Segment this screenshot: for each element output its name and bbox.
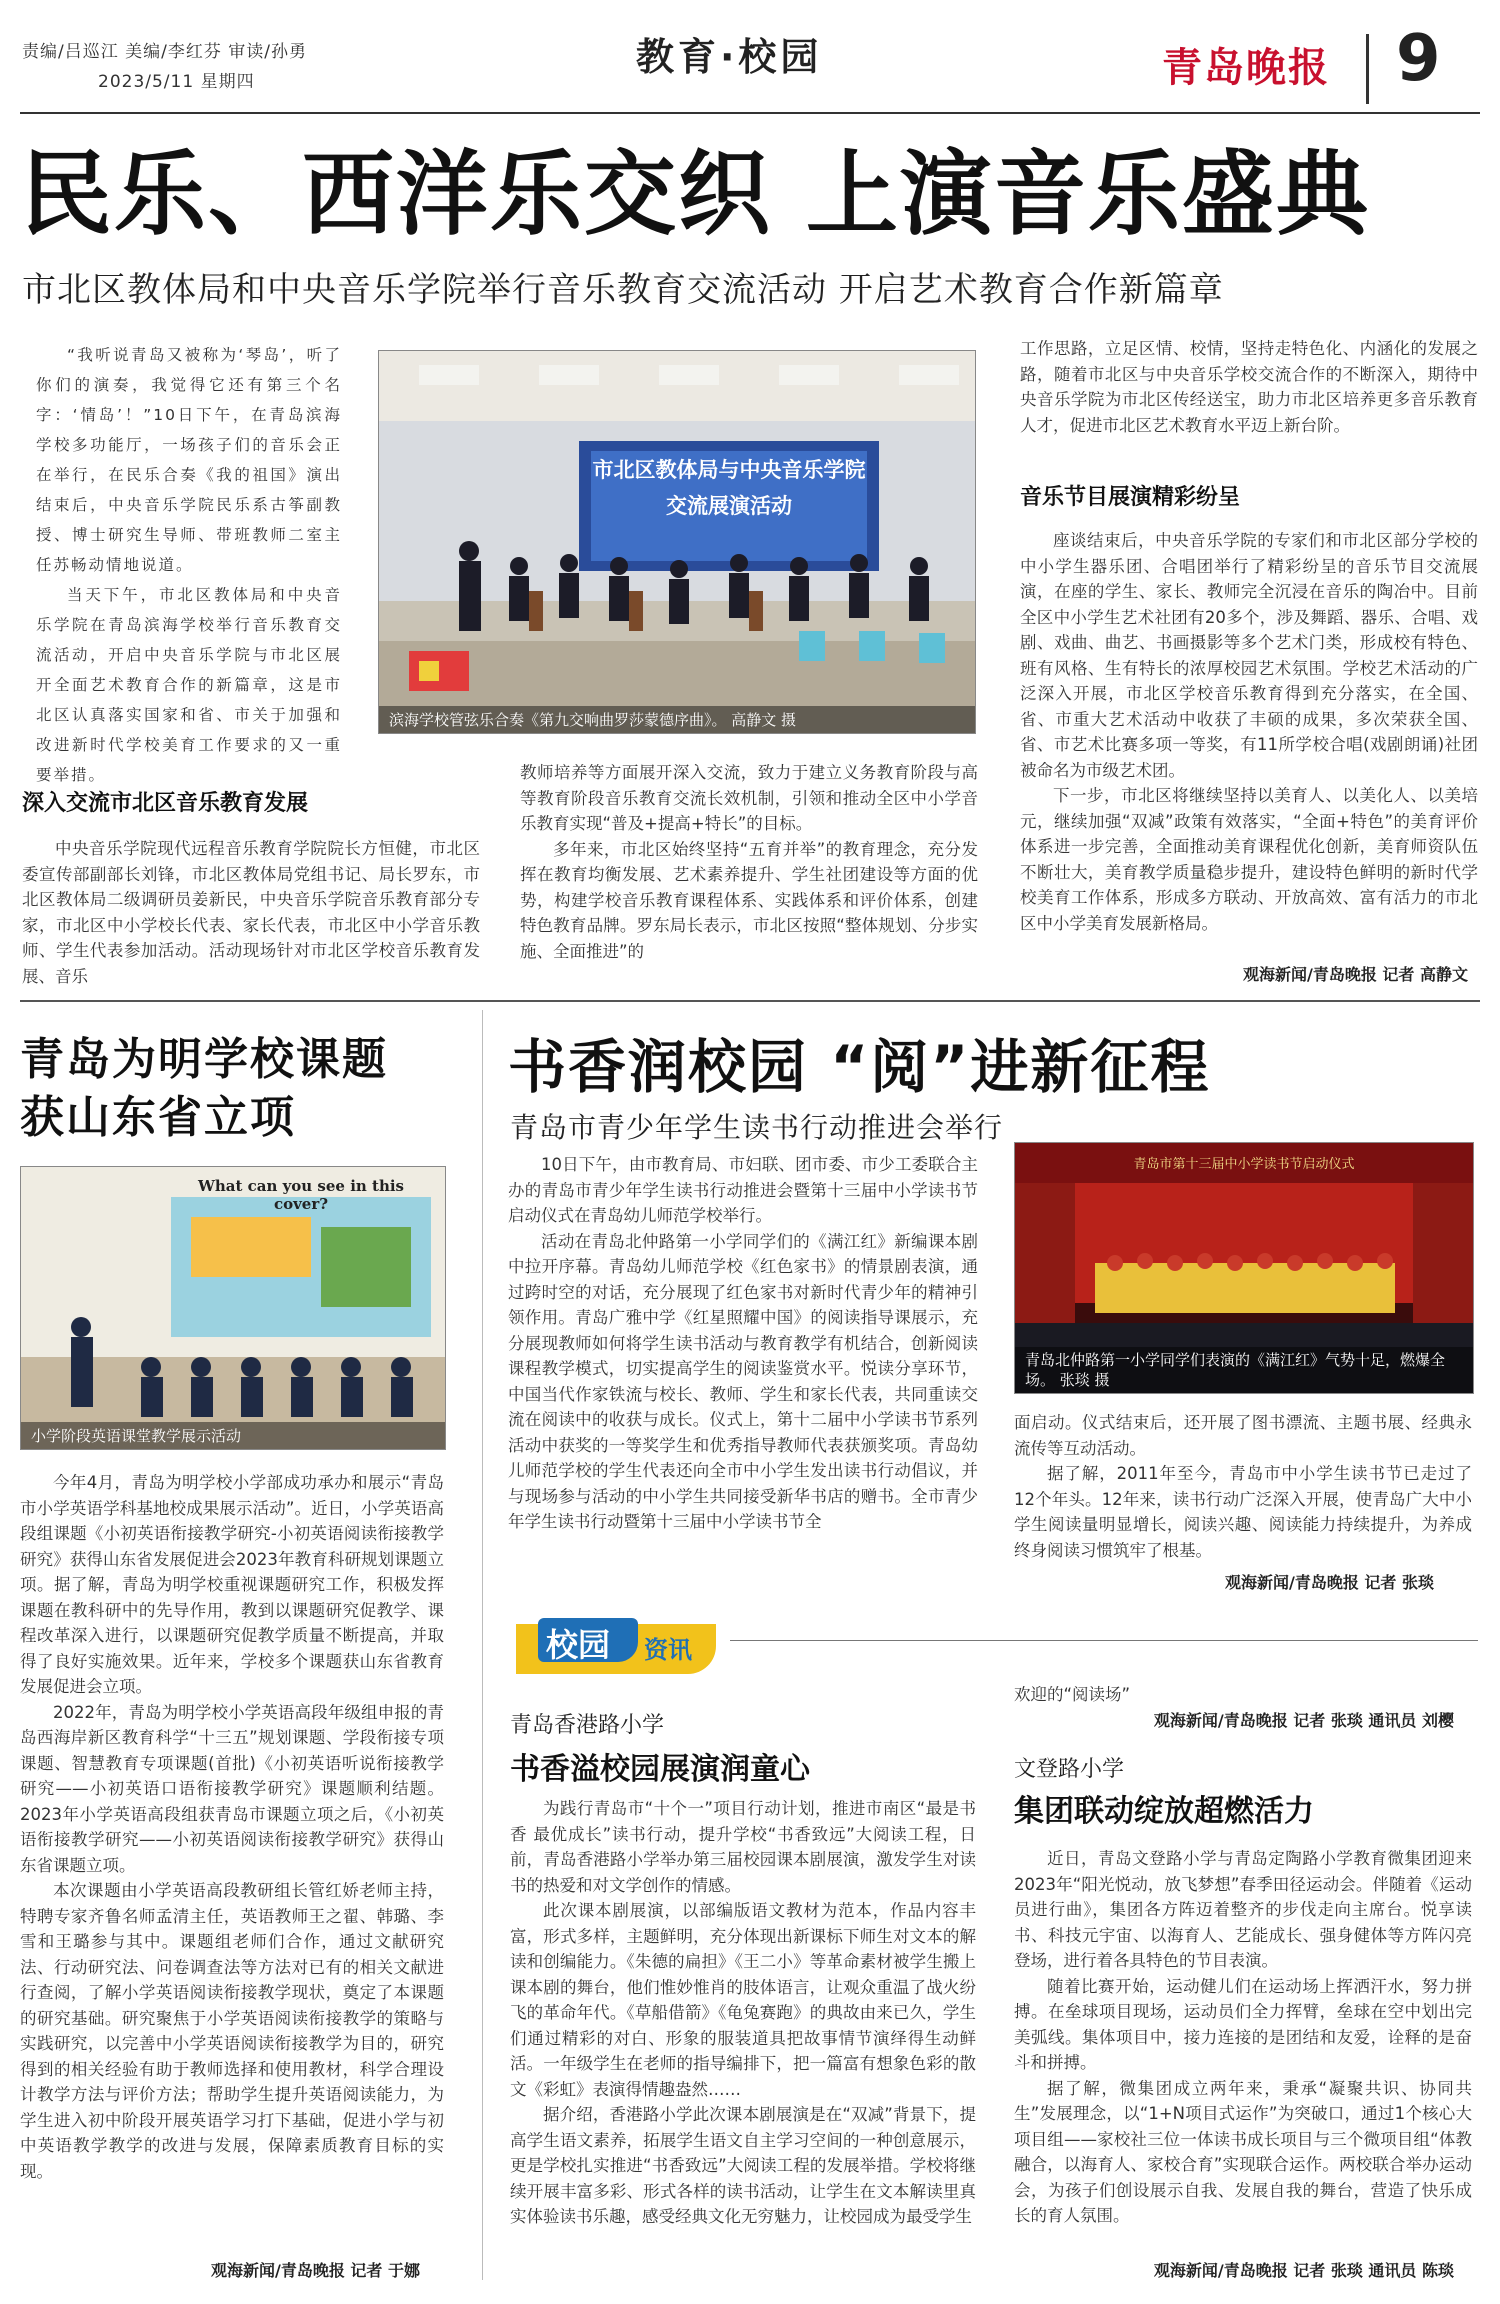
column-divider <box>482 1010 483 2280</box>
campus-rule <box>730 1640 1478 1641</box>
news2-body-p3: 据了解，微集团成立两年来，秉承“凝聚共识、协同共生”发展理念，以“1+N项目式运作”为突破口，通过1个核心大项目组——家校社三位一体读书成长项目与三个微项目组“体教融合，以海育人、家校合育”实现联合运作。两校联合举办运动会，为孩子们创设展示自我、发展自我的舞台，营造了快乐成长的育人氛围。 <box>1014 2078 1472 2225</box>
intro-paragraph-2: 当天下午，市北区教体局和中央音乐学院在青岛滨海学校举行音乐教育交流活动，开启中央音乐学院与市北区展开全面艺术教育合作的新篇章，这是市北区认真落实国家和省、市关于加强和改进新时代学校美育工作要求的又一重要举措。 <box>36 586 342 784</box>
news1-body-p1: 为践行青岛市“十个一”项目行动计划，推进市南区“最是书香 最优成长”读书行动，提升学校“书香致远”大阅读工程，日前，青岛香港路小学举办第三届校园课本剧展演，激发学生对读书的热爱和对文学创作的情感。 <box>510 1799 976 1895</box>
photo-banner-line2: 交流展演活动 <box>666 494 792 518</box>
news1-credit: 观海新闻/青岛晚报 记者 张琰 通讯员 刘樱 <box>1153 1711 1454 1730</box>
classroom-photo <box>20 1166 446 1450</box>
news2-title: 集团联动绽放超燃活力 <box>1014 1794 1314 1829</box>
section-title: 教育·校园 <box>636 35 823 79</box>
stage-photo-banner: 青岛市第十三届中小学读书节启动仪式 <box>1133 1157 1355 1172</box>
page-number: 9 <box>1396 22 1441 96</box>
main-col3-text-2: 下一步，市北区将继续坚持以美育人、以美化人、以美培元，继续加强“双减”政策有效落实，“全面+特色”的美育评价体系进一步完善，全面推动美育课程优化创新，美育师资队伍不断壮大，美育教学质量稳步提升，建设特色鲜明的新时代学校美育工作体系，形成多方联动、开放高效、富有活力的市北区中小学美育发展新格局。 <box>1020 786 1478 933</box>
main-col2 <box>520 760 978 988</box>
stage-photo-caption: 青岛北仲路第一小学同学们表演的《满江红》气势十足，燃爆全场。 张琰 摄 <box>1015 1347 1473 1393</box>
main-col1-text: 中央音乐学院现代远程音乐教育学院院长方恒健，市北区委宣传部副部长刘锋，市北区教体局党组书记、局长罗东，市北区教体局二级调研员姜新民，中央音乐学院音乐教育部分专家，市北区中小学校长代表、家长代表，市北区中小学音乐教师、学生代表参加活动。活动现场针对市北区学校音乐教育发展、音乐 <box>22 839 480 986</box>
reading-body-p2: 活动在青岛北仲路第一小学同学们的《满江红》新编课本剧中拉开序幕。青岛幼儿师范学校《红色家书》的情景剧表演，通过跨时空的对话，充分展现了红色家书对新时代青少年的精神引领作用。青岛广雅中学《红星照耀中国》的阅读指导课展示，充分展现教师如何将学生读书活动与教育教学有机结合，创新阅读课程教学模式，切实提高学生的阅读鉴赏水平。悦读分享环节，中国当代作家铁流与校长、教师、学生和家长代表，共同重读交流在阅读中的收获与成长。仪式上，第十二届中小学读书节系列活动中获奖的一等奖学生和优秀指导教师代表获颁奖项。青岛幼儿师范学校的学生代表还向全市中小学生发出读书行动倡议，并与现场参与活动的中小学生共同接受新华书店的赠书。全市青少年学生读书行动暨第十三届中小学读书节全 <box>508 1231 978 1531</box>
section-divider <box>20 1000 1480 1002</box>
left-credit: 观海新闻/青岛晚报 记者 于娜 <box>211 2261 420 2280</box>
main-subheadline: 市北区教体局和中央音乐学院举行音乐教育交流活动 开启艺术教育合作新篇章 <box>22 270 1224 310</box>
issue-date: 2023/5/11 星期四 <box>98 72 255 92</box>
intro-paragraph-1: “我听说青岛又被称为‘琴岛’，听了你们的演奏，我觉得它还有第三个名字：‘情岛’！”10日下午，在青岛滨海学校多功能厅，一场孩子们的音乐会正在举行，在民乐合奏《我的祖国》演出结束后，中央音乐学院民乐系古筝副教授、博士研究生导师、带班教师二室主任苏畅动情地说道。 <box>36 346 342 574</box>
main-col3-text: 座谈结束后，中央音乐学院的专家们和市北区部分学校的中小学生器乐团、合唱团举行了精彩纷呈的音乐节目交流展演，在座的学生、家长、教师完全沉浸在音乐的陶冶中。目前全区中小学生艺术社团有20多个，涉及舞蹈、器乐、合唱、戏剧、戏曲、曲艺、书画摄影等多个艺术门类，形成校有特色、班有风格、生有特长的浓厚校园艺术氛围。学校艺术活动的广泛深入开展，市北区学校音乐教育得到充分落实，在全国、省、市重大艺术活动中收获了丰硕的成果，多次荣获全国、省、市艺术比赛多项一等奖，有11所学校合唱(戏剧朗诵)社团被命名为市级艺术团。 <box>1020 531 1478 780</box>
stage-photo <box>1014 1142 1474 1394</box>
classroom-photo-slide-text: What can you see in this cover? <box>197 1177 404 1213</box>
left-headline-line2: 获山东省立项 <box>20 1092 296 1143</box>
news2-body-p2: 随着比赛开始，运动健儿们在运动场上挥洒汗水，努力拼搏。在垒球项目现场，运动员们全力挥臂，垒球在空中划出完美弧线。集体项目中，接力连接的是团结和友爱，诠释的是奋斗和拼搏。 <box>1014 1976 1472 2072</box>
subhead-performance: 音乐节目展演精彩纷呈 <box>1020 485 1241 510</box>
main-col3-top <box>1020 336 1478 456</box>
orchestra-photo <box>378 350 976 734</box>
news2-credit: 观海新闻/青岛晚报 记者 张琰 通讯员 陈琰 <box>1153 2261 1454 2280</box>
orchestra-photo-caption: 滨海学校管弦乐合奏《第九交响曲罗莎蒙德序曲》。 高静文 摄 <box>379 706 975 733</box>
reading-body-p4: 据了解，2011年至今，青岛市中小学生读书节已走过了12个年头。12年来，读书行动广泛深入开展，使青岛广大中小学生阅读量明显增长，阅读兴趣、阅读能力持续提升，为养成终身阅读习惯筑牢了根基。 <box>1014 1464 1472 1560</box>
newspaper-logo: 青岛晚报 <box>1162 44 1330 91</box>
main-col2-text: 教师培养等方面展开深入交流，致力于建立义务教育阶段与高等教育阶段音乐教育交流长效机制，引领和推动全区中小学音乐教育实现“普及+提高+特长”的目标。 <box>520 763 978 833</box>
main-credit: 观海新闻/青岛晚报 记者 高静文 <box>1243 965 1468 984</box>
news2-body-p1: 近日，青岛文登路小学与青岛定陶路小学教育微集团迎来2023年“阳光悦动，放飞梦想”春季田径运动会。伴随着《运动员进行曲》，集团各方阵迈着整齐的步伐走向主席台。悦享读书、科技元宇宙、以海育人、艺能成长、强身健体等方阵闪亮登场，进行着各具特色的节目表演。 <box>1014 1849 1472 1970</box>
photo-banner-line1: 市北区教体局与中央音乐学院 <box>592 458 866 482</box>
news1-title: 书香溢校园展演润童心 <box>510 1752 810 1787</box>
orchestra-photo-illustration <box>379 351 975 733</box>
campus-badge-sublabel: 资讯 <box>644 1636 692 1664</box>
news1-body-continued: 欢迎的“阅读场” <box>1014 1685 1131 1704</box>
header-divider <box>1366 34 1369 104</box>
editor-credits: 责编/吕巡江 美编/李红芬 审读/孙勇 <box>22 42 307 62</box>
news2-body <box>1014 1846 1472 2250</box>
main-intro <box>36 340 342 784</box>
reading-body-p1: 10日下午，由市教育局、市妇联、团市委、市少工委联合主办的青岛市青少年学生读书行动推进会暨第十三届中小学读书节启动仪式在青岛幼儿师范学校举行。 <box>508 1155 978 1225</box>
campus-badge-label: 校园 <box>546 1626 611 1664</box>
left-headline-line1: 青岛为明学校课题 <box>20 1034 388 1085</box>
news1-body-p3: 据介绍，香港路小学此次课本剧展演是在“双减”背景下，提高学生语文素养，拓展学生语文自主学习空间的一种创意展示，更是学校扎实推进“书香致远”大阅读工程的发展举措。学校将继续开展丰富多彩、形式各样的读书活动，让学生在文本解读里真实体验读书乐趣，感受经典文化无穷魅力，让校园成为最受学生 <box>510 2105 976 2226</box>
left-body-p3: 本次课题由小学英语高段教研组长管红娇老师主持，特聘专家齐鲁名师孟清主任，英语教师王之翟、韩璐、李雪和王璐参与其中。课题组老师们合作，通过文献研究法、行动研究法、问卷调查法等方法对已有的相关文献进行查阅，了解小学英语阅读衔接教学现状，奠定了本课题的研究基础。研究聚焦于小学英语阅读衔接教学的策略与实践研究，以完善中小学英语阅读衔接教学为目的，研究得到的相关经验有助于教师选择和使用教材，科学合理设计教学方法与评价方法；帮助学生提升英语阅读能力，为学生进入初中阶段开展英语学习打下基础，促进小学与初中英语教学教学的改进与发展，保障素质教育目标的实现。 <box>20 1881 444 2181</box>
left-body-p2: 2022年，青岛为明学校小学英语高段年级组申报的青岛西海岸新区教育科学“十三五”规划课题、学段衔接专项课题、智慧教育专项课题(首批)《小初英语听说衔接教学研究——小初英语口语衔接教学研究》课题顺利结题。2023年小学英语高段组获青岛市课题立项之后，《小初英语衔接教学研究——小初英语阅读衔接教学研究》获得山东省课题立项。 <box>20 1702 444 1875</box>
main-col3-top-text: 工作思路，立足区情、校情，坚持走特色化、内涵化的发展之路，随着市北区与中央音乐学校交流合作的不断深入，期待中央音乐学院为市北区传经送宝，助力市北区培养更多音乐教育人才，促进市北区艺术教育水平迈上新台阶。 <box>1020 339 1478 435</box>
news2-school: 文登路小学 <box>1014 1757 1125 1782</box>
reading-credit: 观海新闻/青岛晚报 记者 张琰 <box>1225 1573 1434 1592</box>
classroom-photo-caption: 小学阶段英语课堂教学展示活动 <box>21 1422 445 1449</box>
news1-body-p2: 此次课本剧展演，以部编版语文教材为范本，作品内容丰富，形式多样，主题鲜明，充分体现出新课标下师生对文本的解读和创编能力。《朱德的扁担》《王二小》等革命素材被学生搬上课本剧的舞台，他们惟妙惟肖的肢体语言，让观众重温了战火纷飞的革命年代。《草船借箭》《龟兔赛跑》的典故由来已久，学生们通过精彩的对白、形象的服装道具把故事情节演绎得生动鲜活。一年级学生在老师的指导编排下，把一篇富有想象色彩的散文《彩虹》表演得情趣盎然…… <box>510 1901 976 2099</box>
header-rule <box>20 112 1480 114</box>
reading-body-p3: 面启动。仪式结束后，还开展了图书漂流、主题书展、经典永流传等互动活动。 <box>1014 1413 1472 1458</box>
news1-school: 青岛香港路小学 <box>510 1713 665 1738</box>
campus-news-badge <box>516 1618 726 1678</box>
main-col1 <box>22 836 480 988</box>
main-col3 <box>1020 528 1478 960</box>
reading-col2 <box>1014 1410 1472 1564</box>
reading-col1 <box>508 1152 978 1588</box>
reading-headline: 书香润校园 “阅”进新征程 <box>508 1033 1211 1101</box>
main-col2-text-2: 多年来，市北区始终坚持“五育并举”的教育理念，充分发挥在教育均衡发展、艺术素养提升、学生社团建设等方面的优势，构建学校音乐教育课程体系、实践体系和评价体系，创建特色教育品牌。罗东局长表示，市北区按照“整体规划、分步实施、全面推进”的 <box>520 839 978 961</box>
left-body-p1: 今年4月，青岛为明学校小学部成功承办和展示“青岛市小学英语学科基地校成果展示活动”。近日，小学英语高段组课题《小初英语衔接教学研究-小初英语阅读衔接教学研究》获得山东省发展促进会2023年教育科研规划课题立项。据了解，青岛为明学校重视课题研究工作，积极发挥课题在教科研中的先导作用，教到以课题研究促教学、课程改革深入进行，以课题研究促教学质量不断提高，并取得了良好实施效果。近年来，学校多个课题获山东省教育发展促进会立项。 <box>20 1473 444 1696</box>
subhead-exchange: 深入交流市北区音乐教育发展 <box>22 791 309 816</box>
reading-subheadline: 青岛市青少年学生读书行动推进会举行 <box>510 1111 1004 1144</box>
left-article-body <box>20 1470 444 2256</box>
news1-body <box>510 1796 976 2282</box>
main-headline: 民乐、西洋乐交织 上演音乐盛典 <box>20 141 1371 248</box>
